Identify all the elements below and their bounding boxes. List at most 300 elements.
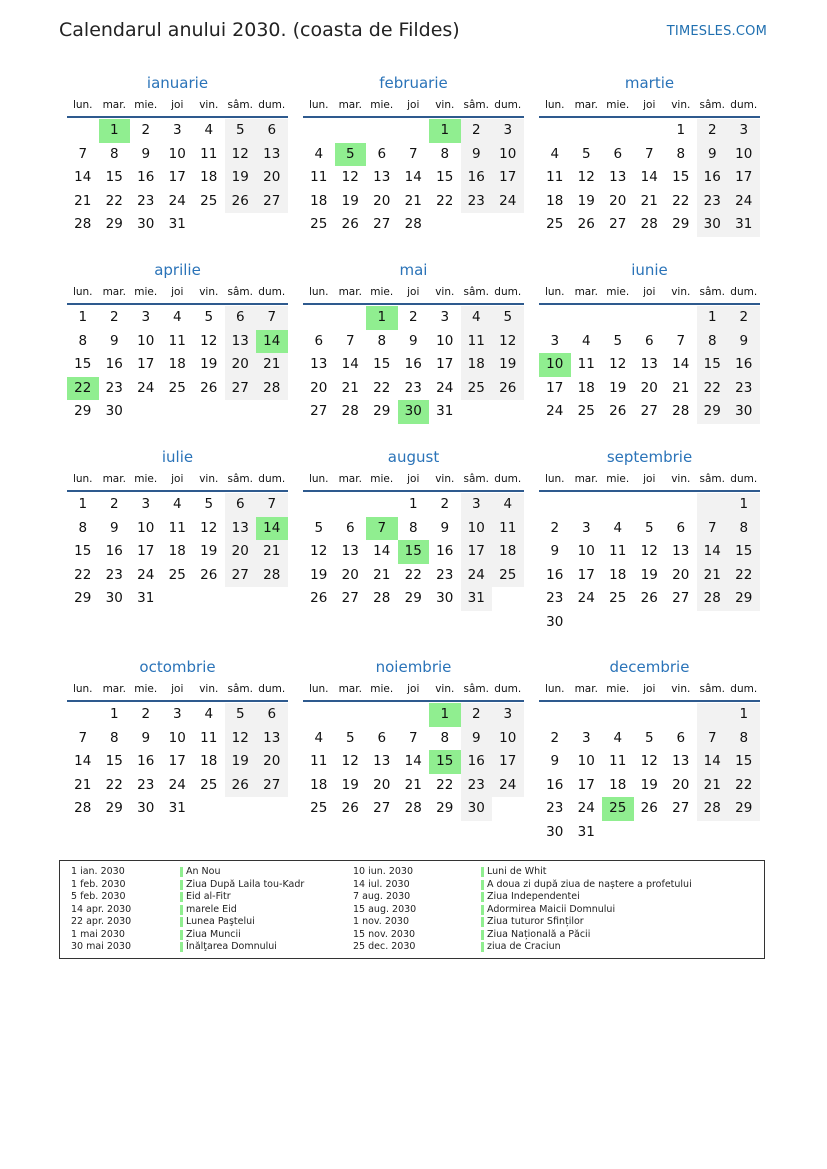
day-cell: 25 [168, 379, 186, 396]
empty-cell [225, 587, 257, 611]
day-cell: 30 [461, 797, 493, 821]
day-cell: 22 [67, 377, 99, 401]
day-cell: 25 [577, 403, 595, 419]
day-cell: 28 [404, 216, 422, 232]
day-cell: 5 [204, 496, 214, 512]
day-cell: 3 [172, 122, 182, 138]
empty-cell [492, 400, 524, 424]
weekday-header [539, 281, 760, 305]
day-cell: 14 [341, 356, 359, 372]
day-cell: 22 [436, 192, 454, 209]
day-cell: 15 [74, 543, 92, 559]
day-cell: 21 [697, 564, 729, 588]
weekday-label: vin. [671, 473, 691, 485]
weekday-label: dum. [494, 286, 522, 298]
day-cell: 21 [640, 192, 658, 209]
day-cell: 17 [168, 169, 186, 185]
day-cell: 29 [74, 403, 92, 419]
day-cell: 1 [78, 309, 88, 325]
holiday-date: 14 iul. 2030 [353, 878, 410, 890]
weekday-label: mie. [134, 683, 158, 695]
empty-cell [728, 611, 760, 635]
day-cell: 21 [74, 192, 92, 209]
empty-cell [366, 703, 398, 727]
day-cell: 17 [577, 776, 595, 793]
weekday-label: vin. [199, 683, 219, 695]
weekday-label: mar. [574, 286, 598, 298]
day-cell: 9 [697, 143, 729, 167]
day-cell: 29 [404, 590, 422, 606]
day-cell: 8 [109, 729, 119, 746]
day-cell: 2 [550, 519, 560, 536]
weekday-label: lun. [544, 286, 565, 298]
day-cell: 5 [644, 729, 654, 746]
day-cell: 27 [256, 774, 288, 798]
holiday-name: Ziua Națională a Păcii [481, 929, 692, 942]
site-link[interactable]: TIMESLES.COM [666, 24, 767, 39]
weekday-header [539, 678, 760, 702]
day-cell: 14 [404, 753, 422, 769]
weekday-header [67, 281, 288, 305]
weekday-label: vin. [199, 286, 219, 298]
day-cell: 3 [728, 119, 760, 143]
day-grid [67, 118, 288, 237]
day-cell: 16 [546, 566, 564, 583]
day-cell: 23 [461, 774, 493, 798]
day-cell: 1 [366, 306, 398, 330]
day-cell: 4 [461, 306, 493, 330]
weekday-header [303, 468, 524, 492]
day-cell: 15 [436, 169, 454, 185]
holiday-date: 5 feb. 2030 [71, 891, 126, 902]
empty-cell [398, 119, 430, 143]
weekday-label: lun. [72, 683, 93, 695]
day-cell: 20 [609, 192, 627, 209]
day-cell: 15 [697, 353, 729, 377]
day-cell: 14 [640, 169, 658, 185]
month-name: august [387, 448, 440, 466]
day-cell: 10 [577, 543, 595, 559]
day-cell: 10 [539, 353, 571, 377]
day-cell: 21 [672, 379, 690, 396]
day-cell: 27 [609, 216, 627, 232]
day-cell: 28 [256, 377, 288, 401]
holiday-name: Ziua Independentei [481, 891, 692, 904]
day-cell: 5 [314, 519, 324, 536]
day-cell: 26 [225, 774, 257, 798]
day-cell: 5 [581, 145, 591, 162]
day-cell: 22 [74, 566, 92, 583]
weekday-label: dum. [730, 473, 758, 485]
month-noiembrie [303, 656, 524, 821]
weekday-label: joi [171, 683, 184, 695]
day-cell: 3 [492, 119, 524, 143]
day-cell: 17 [546, 379, 564, 396]
empty-cell [602, 306, 634, 330]
weekday-label: sâm. [699, 99, 725, 111]
empty-cell [697, 703, 729, 727]
day-cell: 7 [78, 729, 88, 746]
day-cell: 23 [436, 566, 454, 583]
weekday-label: dum. [730, 286, 758, 298]
day-grid [303, 702, 524, 821]
day-cell: 25 [310, 800, 328, 816]
day-cell: 14 [373, 543, 391, 559]
day-cell: 19 [200, 543, 218, 559]
day-cell: 17 [577, 566, 595, 583]
day-cell: 6 [256, 703, 288, 727]
weekday-label: lun. [72, 286, 93, 298]
empty-cell [162, 587, 194, 611]
day-cell: 24 [546, 403, 564, 419]
day-cell: 8 [377, 332, 387, 349]
day-cell: 15 [728, 750, 760, 774]
weekday-label: sâm. [227, 683, 253, 695]
day-cell: 7 [78, 145, 88, 162]
holiday-name: An Nou [180, 866, 304, 879]
weekday-label: sâm. [699, 286, 725, 298]
weekday-label: vin. [199, 473, 219, 485]
day-cell: 2 [461, 119, 493, 143]
day-cell: 24 [492, 774, 524, 798]
empty-cell [256, 797, 288, 821]
weekday-label: sâm. [227, 99, 253, 111]
day-cell: 30 [137, 216, 155, 232]
day-cell: 5 [335, 143, 367, 167]
day-cell: 15 [373, 356, 391, 372]
holiday-name: ziua de Craciun [481, 941, 692, 954]
day-cell: 10 [436, 332, 454, 349]
month-octombrie [67, 656, 288, 821]
day-cell: 29 [436, 800, 454, 816]
empty-cell [225, 797, 257, 821]
day-cell: 13 [225, 330, 257, 354]
day-cell: 12 [640, 543, 658, 559]
day-cell: 29 [728, 587, 760, 611]
empty-cell [256, 213, 288, 237]
day-cell: 12 [492, 330, 524, 354]
empty-cell [335, 119, 367, 143]
day-cell: 17 [461, 540, 493, 564]
day-cell: 17 [137, 356, 155, 372]
day-cell: 8 [728, 517, 760, 541]
day-cell: 16 [137, 753, 155, 769]
weekday-label: joi [407, 286, 420, 298]
day-cell: 20 [225, 540, 257, 564]
day-cell: 24 [461, 564, 493, 588]
weekday-header [539, 94, 760, 118]
day-cell: 2 [461, 703, 493, 727]
day-cell: 25 [609, 590, 627, 606]
empty-cell [193, 587, 225, 611]
day-cell: 26 [200, 379, 218, 396]
day-cell: 20 [672, 776, 690, 793]
holiday-date: 30 mai 2030 [71, 941, 132, 952]
day-cell: 2 [728, 306, 760, 330]
day-cell: 24 [436, 379, 454, 396]
day-cell: 29 [373, 403, 391, 419]
weekday-label: dum. [258, 473, 286, 485]
day-cell: 8 [109, 145, 119, 162]
weekday-label: dum. [494, 473, 522, 485]
day-cell: 4 [550, 145, 560, 162]
weekday-label: sâm. [227, 473, 253, 485]
weekday-label: sâm. [463, 683, 489, 695]
day-cell: 24 [492, 190, 524, 214]
weekday-label: joi [171, 286, 184, 298]
day-cell: 3 [141, 309, 151, 325]
day-cell: 14 [256, 330, 288, 354]
day-cell: 31 [577, 823, 595, 840]
day-cell: 18 [168, 543, 186, 559]
weekday-label: lun. [308, 99, 329, 111]
day-cell: 25 [310, 216, 328, 232]
weekday-label: mar. [574, 99, 598, 111]
weekday-label: mie. [606, 683, 630, 695]
holiday-name: marele Eid [180, 904, 304, 917]
day-cell: 14 [672, 356, 690, 372]
empty-cell [602, 493, 634, 517]
day-cell: 11 [609, 543, 627, 559]
day-cell: 16 [404, 356, 422, 372]
holiday-names-right [481, 866, 692, 954]
holiday-name: A doua zi după ziua de naștere a profetului [481, 879, 692, 892]
weekday-label: mie. [134, 286, 158, 298]
empty-cell [665, 493, 697, 517]
day-cell: 31 [728, 213, 760, 237]
weekday-label: lun. [72, 473, 93, 485]
day-cell: 12 [341, 753, 359, 769]
day-cell: 2 [440, 496, 450, 512]
day-cell: 28 [697, 797, 729, 821]
weekday-label: dum. [494, 683, 522, 695]
day-cell: 25 [200, 776, 218, 793]
weekday-label: vin. [435, 99, 455, 111]
day-cell: 18 [310, 192, 328, 209]
weekday-label: sâm. [463, 99, 489, 111]
day-cell: 9 [109, 332, 119, 349]
empty-cell [225, 400, 257, 424]
weekday-label: joi [407, 473, 420, 485]
day-cell: 28 [74, 216, 92, 232]
day-cell: 7 [697, 517, 729, 541]
day-cell: 1 [728, 493, 760, 517]
day-cell: 5 [492, 306, 524, 330]
day-cell: 2 [109, 496, 119, 512]
day-cell: 31 [168, 800, 186, 816]
empty-cell [303, 306, 335, 330]
empty-cell [634, 703, 666, 727]
day-cell: 20 [310, 379, 328, 396]
day-cell: 10 [728, 143, 760, 167]
day-cell: 2 [550, 729, 560, 746]
day-cell: 9 [461, 143, 493, 167]
day-grid [67, 305, 288, 424]
day-cell: 28 [404, 800, 422, 816]
empty-cell [571, 703, 603, 727]
holiday-date: 14 apr. 2030 [71, 903, 132, 915]
day-cell: 3 [172, 706, 182, 722]
day-grid [539, 702, 760, 844]
holiday-date: 1 feb. 2030 [71, 878, 126, 890]
day-cell: 23 [728, 377, 760, 401]
day-cell: 27 [672, 800, 690, 816]
month-ianuarie [67, 72, 288, 237]
day-cell: 27 [373, 800, 391, 816]
day-cell: 12 [609, 356, 627, 372]
empty-cell [665, 703, 697, 727]
empty-cell [492, 587, 524, 611]
weekday-header [67, 678, 288, 702]
day-cell: 6 [676, 519, 686, 536]
day-cell: 6 [225, 493, 257, 517]
day-cell: 24 [137, 566, 155, 583]
day-cell: 19 [492, 353, 524, 377]
day-cell: 5 [225, 119, 257, 143]
month-name: februarie [379, 74, 448, 92]
day-cell: 4 [172, 309, 182, 325]
empty-cell [366, 119, 398, 143]
holiday-date: 1 mai 2030 [71, 928, 125, 940]
day-cell: 18 [546, 192, 564, 209]
day-cell: 24 [728, 190, 760, 214]
day-grid [539, 305, 760, 424]
day-cell: 7 [256, 306, 288, 330]
weekday-header [67, 468, 288, 492]
day-cell: 11 [461, 330, 493, 354]
holiday-names-left [180, 866, 304, 954]
day-cell: 10 [577, 753, 595, 769]
day-cell: 16 [105, 543, 123, 559]
day-cell: 21 [256, 540, 288, 564]
month-name: martie [624, 74, 675, 92]
day-cell: 4 [204, 706, 214, 722]
day-cell: 16 [436, 543, 454, 559]
weekday-label: sâm. [227, 286, 253, 298]
day-cell: 23 [697, 190, 729, 214]
weekday-label: mar. [574, 683, 598, 695]
day-cell: 10 [168, 145, 186, 162]
empty-cell [193, 213, 225, 237]
weekday-header [303, 678, 524, 702]
day-cell: 11 [609, 753, 627, 769]
day-cell: 19 [640, 776, 658, 793]
day-cell: 16 [105, 356, 123, 372]
day-cell: 13 [640, 356, 658, 372]
weekday-label: mar. [338, 286, 362, 298]
day-cell: 3 [581, 519, 591, 536]
day-cell: 9 [550, 753, 560, 769]
day-cell: 20 [225, 353, 257, 377]
empty-cell [67, 703, 99, 727]
day-cell: 23 [105, 566, 123, 583]
weekday-label: joi [171, 99, 184, 111]
weekday-label: mar. [102, 473, 126, 485]
day-cell: 25 [168, 566, 186, 583]
day-cell: 8 [78, 519, 88, 536]
holiday-date: 15 nov. 2030 [353, 928, 416, 940]
day-cell: 21 [373, 566, 391, 583]
holiday-date: 1 nov. 2030 [353, 916, 409, 927]
day-cell: 22 [728, 774, 760, 798]
month-mai [303, 259, 524, 424]
weekday-label: mar. [338, 683, 362, 695]
day-cell: 27 [310, 403, 328, 419]
day-cell: 22 [105, 776, 123, 793]
day-cell: 30 [105, 590, 123, 606]
empty-cell [602, 703, 634, 727]
day-cell: 19 [640, 566, 658, 583]
day-cell: 25 [461, 377, 493, 401]
weekday-label: mar. [574, 473, 598, 485]
empty-cell [602, 611, 634, 635]
month-name: septembrie [606, 448, 693, 466]
day-cell: 9 [728, 330, 760, 354]
day-cell: 28 [74, 800, 92, 816]
holiday-date: 10 iun. 2030 [353, 866, 414, 877]
day-cell: 16 [728, 353, 760, 377]
empty-cell [303, 703, 335, 727]
day-cell: 2 [697, 119, 729, 143]
day-cell: 8 [440, 145, 450, 162]
day-cell: 23 [546, 590, 564, 606]
weekday-label: joi [171, 473, 184, 485]
day-cell: 18 [492, 540, 524, 564]
day-cell: 28 [672, 403, 690, 419]
day-cell: 11 [310, 753, 328, 769]
weekday-label: mie. [370, 473, 394, 485]
weekday-label: dum. [258, 286, 286, 298]
day-cell: 15 [728, 540, 760, 564]
month-name: aprilie [154, 261, 201, 279]
day-cell: 4 [314, 145, 324, 162]
day-cell: 13 [373, 753, 391, 769]
day-cell: 20 [341, 566, 359, 583]
day-cell: 12 [577, 169, 595, 185]
day-cell: 25 [200, 192, 218, 209]
month-iunie [539, 259, 760, 424]
day-cell: 26 [577, 216, 595, 232]
day-cell: 28 [697, 587, 729, 611]
holiday-date: 22 apr. 2030 [71, 916, 132, 927]
empty-cell [461, 213, 493, 237]
empty-cell [193, 400, 225, 424]
month-name: iulie [161, 448, 194, 466]
day-cell: 4 [314, 729, 324, 746]
day-cell: 30 [546, 613, 564, 630]
weekday-label: sâm. [463, 473, 489, 485]
empty-cell [571, 306, 603, 330]
month-name: decembrie [609, 658, 690, 676]
day-cell: 18 [461, 353, 493, 377]
day-cell: 19 [225, 750, 257, 774]
weekday-label: dum. [258, 683, 286, 695]
weekday-label: lun. [72, 99, 93, 111]
day-cell: 25 [546, 216, 564, 232]
day-cell: 4 [492, 493, 524, 517]
month-februarie [303, 72, 524, 237]
day-cell: 8 [440, 729, 450, 746]
day-cell: 8 [408, 519, 418, 536]
empty-cell [665, 821, 697, 845]
day-cell: 6 [377, 729, 387, 746]
day-cell: 18 [310, 776, 328, 793]
day-cell: 15 [105, 753, 123, 769]
day-cell: 11 [310, 169, 328, 185]
day-cell: 7 [366, 517, 398, 541]
day-cell: 10 [492, 727, 524, 751]
day-cell: 19 [341, 192, 359, 209]
